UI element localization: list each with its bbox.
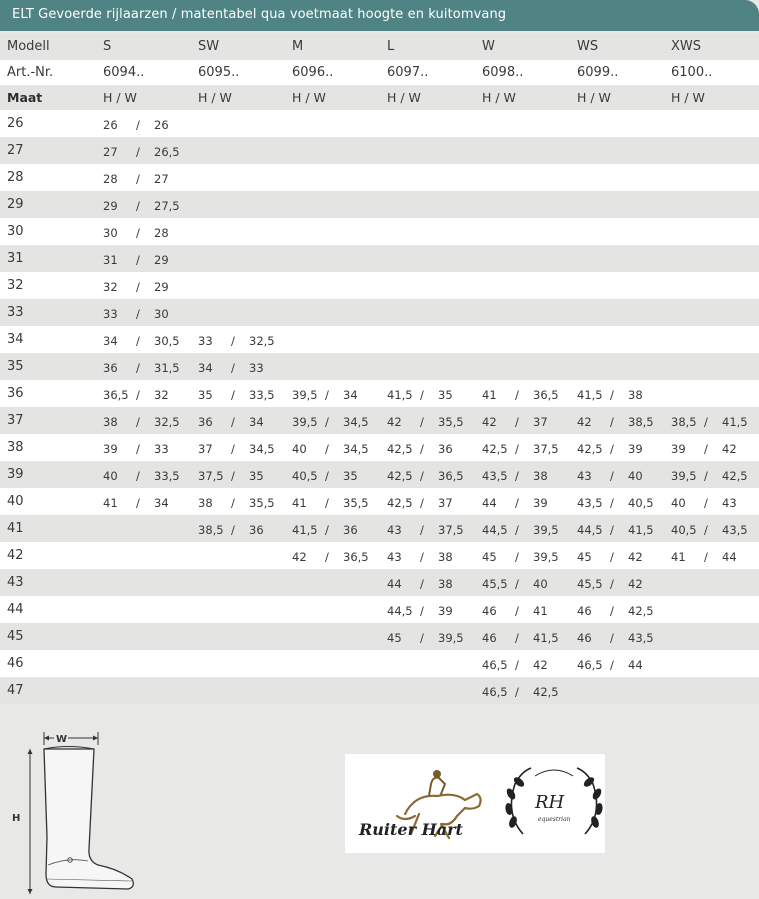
separator: /: [610, 577, 614, 591]
width-value: 32: [154, 388, 169, 402]
width-value: 34,5: [343, 415, 369, 429]
width-value: 39: [438, 604, 453, 618]
artnr-label: Art.-Nr.: [7, 65, 54, 80]
width-value: 42: [722, 442, 737, 456]
separator: /: [136, 307, 140, 321]
separator: /: [420, 631, 424, 645]
maat-value: 32: [7, 278, 24, 293]
separator: /: [515, 685, 519, 699]
height-value: 41: [103, 496, 118, 510]
width-value: 29: [154, 280, 169, 294]
hw-label: H / W: [387, 90, 421, 105]
separator: /: [420, 550, 424, 564]
height-value: 46,5: [482, 685, 508, 699]
separator: /: [420, 442, 424, 456]
separator: /: [420, 469, 424, 483]
separator: /: [515, 469, 519, 483]
height-value: 44: [387, 577, 402, 591]
height-value: 42,5: [577, 442, 603, 456]
width-value: 35: [438, 388, 453, 402]
width-value: 43,5: [628, 631, 654, 645]
width-value: 26,5: [154, 145, 180, 159]
width-value: 44: [722, 550, 737, 564]
header-row-maat: [0, 85, 759, 110]
maat-value: 28: [7, 170, 24, 185]
height-value: 45,5: [482, 577, 508, 591]
separator: /: [515, 631, 519, 645]
width-value: 33,5: [249, 388, 275, 402]
height-value: 36,5: [103, 388, 129, 402]
width-value: 33: [249, 361, 264, 375]
width-value: 36,5: [438, 469, 464, 483]
height-value: 40,5: [671, 523, 697, 537]
hw-label: H / W: [671, 90, 705, 105]
separator: /: [136, 145, 140, 159]
hw-label: H / W: [292, 90, 326, 105]
separator: /: [610, 658, 614, 672]
height-value: 40: [103, 469, 118, 483]
model-name: XWS: [671, 39, 702, 54]
art-number: 6098..: [482, 65, 524, 80]
seal-monogram: RH: [535, 792, 565, 813]
width-value: 40,5: [628, 496, 654, 510]
separator: /: [704, 550, 708, 564]
height-value: 41: [671, 550, 686, 564]
maat-label: Maat: [7, 90, 43, 105]
maat-value: 34: [7, 332, 24, 347]
size-table: [0, 34, 759, 704]
width-value: 38: [438, 550, 453, 564]
separator: /: [136, 280, 140, 294]
width-value: 26: [154, 118, 169, 132]
width-value: 42,5: [628, 604, 654, 618]
height-value: 42,5: [387, 469, 413, 483]
width-value: 38,5: [628, 415, 654, 429]
height-value: 38: [103, 415, 118, 429]
width-value: 42,5: [722, 469, 748, 483]
brand-wordmark: Ruiter Hart: [359, 820, 463, 839]
separator: /: [136, 388, 140, 402]
separator: /: [231, 334, 235, 348]
height-value: 39,5: [292, 415, 318, 429]
height-value: 40: [292, 442, 307, 456]
width-value: 43: [722, 496, 737, 510]
height-value: 31: [103, 253, 118, 267]
separator: /: [231, 388, 235, 402]
height-value: 46: [577, 604, 592, 618]
size-row-46: [0, 650, 759, 677]
height-value: 39: [103, 442, 118, 456]
height-value: 26: [103, 118, 118, 132]
width-value: 37: [438, 496, 453, 510]
art-number: 6096..: [292, 65, 334, 80]
height-value: 43,5: [577, 496, 603, 510]
brand-logo: [345, 754, 605, 853]
height-value: 27: [103, 145, 118, 159]
width-value: 35,5: [249, 496, 275, 510]
size-row-29: [0, 191, 759, 218]
width-value: 39,5: [438, 631, 464, 645]
width-value: 32,5: [249, 334, 275, 348]
art-number: 6099..: [577, 65, 619, 80]
height-value: 38: [198, 496, 213, 510]
width-value: 35: [249, 469, 264, 483]
height-value: 46: [482, 631, 497, 645]
h-label: H: [12, 813, 21, 824]
seal-subtitle: equestrian: [538, 816, 571, 823]
separator: /: [136, 253, 140, 267]
width-value: 40: [533, 577, 548, 591]
height-value: 35: [198, 388, 213, 402]
width-value: 33,5: [154, 469, 180, 483]
separator: /: [420, 496, 424, 510]
width-value: 41,5: [533, 631, 559, 645]
art-number: 6100..: [671, 65, 713, 80]
height-value: 38,5: [671, 415, 697, 429]
separator: /: [136, 361, 140, 375]
size-row-47: [0, 677, 759, 704]
separator: /: [515, 415, 519, 429]
size-row-36: [0, 380, 759, 407]
width-value: 27: [154, 172, 169, 186]
model-name: SW: [198, 39, 220, 54]
maat-value: 40: [7, 494, 24, 509]
width-value: 41: [533, 604, 548, 618]
w-label: W: [56, 734, 68, 745]
width-value: 39,5: [533, 550, 559, 564]
size-row-26: [0, 110, 759, 137]
maat-value: 39: [7, 467, 24, 482]
height-value: 34: [103, 334, 118, 348]
width-value: 33: [154, 442, 169, 456]
height-value: 44,5: [577, 523, 603, 537]
width-value: 42: [533, 658, 548, 672]
size-row-40: [0, 488, 759, 515]
separator: /: [515, 523, 519, 537]
size-row-31: [0, 245, 759, 272]
size-row-27: [0, 137, 759, 164]
maat-value: 43: [7, 575, 24, 590]
model-name: WS: [577, 39, 599, 54]
separator: /: [610, 388, 614, 402]
height-value: 36: [198, 415, 213, 429]
separator: /: [610, 604, 614, 618]
separator: /: [325, 550, 329, 564]
width-value: 27,5: [154, 199, 180, 213]
model-name: W: [482, 39, 495, 54]
width-value: 29: [154, 253, 169, 267]
maat-value: 42: [7, 548, 24, 563]
height-value: 43: [387, 550, 402, 564]
maat-value: 29: [7, 197, 24, 212]
height-value: 44: [482, 496, 497, 510]
separator: /: [136, 496, 140, 510]
separator: /: [704, 523, 708, 537]
width-value: 42,5: [533, 685, 559, 699]
width-value: 35,5: [343, 496, 369, 510]
separator: /: [515, 577, 519, 591]
height-value: 37: [198, 442, 213, 456]
hw-label: H / W: [103, 90, 137, 105]
separator: /: [704, 469, 708, 483]
width-value: 36,5: [343, 550, 369, 564]
maat-value: 37: [7, 413, 24, 428]
header-row-artnr: [0, 60, 759, 85]
height-value: 29: [103, 199, 118, 213]
separator: /: [231, 415, 235, 429]
height-value: 39,5: [671, 469, 697, 483]
maat-value: 35: [7, 359, 24, 374]
separator: /: [231, 496, 235, 510]
width-value: 43,5: [722, 523, 748, 537]
art-number: 6094..: [103, 65, 145, 80]
separator: /: [515, 496, 519, 510]
size-row-37: [0, 407, 759, 434]
width-value: 41,5: [628, 523, 654, 537]
height-value: 45: [482, 550, 497, 564]
separator: /: [420, 577, 424, 591]
maat-value: 27: [7, 143, 24, 158]
maat-value: 31: [7, 251, 24, 266]
modell-label: Modell: [7, 39, 50, 54]
title-bar: [0, 0, 759, 31]
height-value: 46,5: [577, 658, 603, 672]
height-value: 42: [292, 550, 307, 564]
height-value: 41: [482, 388, 497, 402]
width-value: 38: [438, 577, 453, 591]
separator: /: [325, 415, 329, 429]
maat-value: 45: [7, 629, 24, 644]
height-value: 32: [103, 280, 118, 294]
height-value: 42: [577, 415, 592, 429]
height-value: 38,5: [198, 523, 224, 537]
separator: /: [515, 442, 519, 456]
separator: /: [420, 523, 424, 537]
model-name: L: [387, 39, 395, 54]
width-value: 37,5: [533, 442, 559, 456]
separator: /: [610, 631, 614, 645]
width-value: 34: [249, 415, 264, 429]
width-value: 42: [628, 577, 643, 591]
separator: /: [704, 496, 708, 510]
width-value: 38: [533, 469, 548, 483]
size-row-33: [0, 299, 759, 326]
height-value: 41,5: [292, 523, 318, 537]
height-value: 46,5: [482, 658, 508, 672]
width-value: 34,5: [249, 442, 275, 456]
separator: /: [136, 469, 140, 483]
separator: /: [515, 604, 519, 618]
width-value: 35: [343, 469, 358, 483]
header-row-modell: [0, 34, 759, 60]
separator: /: [136, 415, 140, 429]
width-value: 38: [628, 388, 643, 402]
height-value: 45: [577, 550, 592, 564]
art-number: 6095..: [198, 65, 240, 80]
width-value: 37: [533, 415, 548, 429]
width-value: 36: [438, 442, 453, 456]
size-row-43: [0, 569, 759, 596]
height-value: 30: [103, 226, 118, 240]
separator: /: [231, 523, 235, 537]
hw-label: H / W: [198, 90, 232, 105]
height-value: 44,5: [387, 604, 413, 618]
height-value: 28: [103, 172, 118, 186]
height-value: 40: [671, 496, 686, 510]
separator: /: [136, 334, 140, 348]
width-value: 44: [628, 658, 643, 672]
height-value: 42,5: [387, 442, 413, 456]
size-row-44: [0, 596, 759, 623]
width-value: 34: [154, 496, 169, 510]
separator: /: [515, 658, 519, 672]
hw-label: H / W: [577, 90, 611, 105]
width-value: 34: [343, 388, 358, 402]
width-value: 30,5: [154, 334, 180, 348]
separator: /: [325, 442, 329, 456]
width-value: 28: [154, 226, 169, 240]
boot-measurement-icon: [8, 729, 148, 899]
separator: /: [704, 415, 708, 429]
width-value: 37,5: [438, 523, 464, 537]
model-name: M: [292, 39, 304, 54]
height-value: 45: [387, 631, 402, 645]
separator: /: [704, 442, 708, 456]
separator: /: [420, 415, 424, 429]
height-value: 43: [387, 523, 402, 537]
width-value: 36,5: [533, 388, 559, 402]
hw-label: H / W: [482, 90, 516, 105]
height-value: 44,5: [482, 523, 508, 537]
model-name: S: [103, 39, 112, 54]
size-row-38: [0, 434, 759, 461]
width-value: 41,5: [722, 415, 748, 429]
separator: /: [231, 361, 235, 375]
width-value: 39,5: [533, 523, 559, 537]
separator: /: [231, 469, 235, 483]
size-row-42: [0, 542, 759, 569]
size-row-41: [0, 515, 759, 542]
separator: /: [231, 442, 235, 456]
width-value: 35,5: [438, 415, 464, 429]
separator: /: [610, 442, 614, 456]
separator: /: [325, 496, 329, 510]
separator: /: [420, 604, 424, 618]
separator: /: [136, 172, 140, 186]
separator: /: [325, 469, 329, 483]
height-value: 39: [671, 442, 686, 456]
height-value: 33: [103, 307, 118, 321]
height-value: 41: [292, 496, 307, 510]
size-row-45: [0, 623, 759, 650]
separator: /: [136, 199, 140, 213]
height-value: 42: [387, 415, 402, 429]
width-value: 34,5: [343, 442, 369, 456]
width-value: 36: [249, 523, 264, 537]
width-value: 31,5: [154, 361, 180, 375]
width-value: 30: [154, 307, 169, 321]
size-row-35: [0, 353, 759, 380]
size-row-28: [0, 164, 759, 191]
maat-value: 26: [7, 116, 24, 131]
separator: /: [515, 388, 519, 402]
separator: /: [515, 550, 519, 564]
width-value: 39: [533, 496, 548, 510]
art-number: 6097..: [387, 65, 429, 80]
separator: /: [136, 118, 140, 132]
height-value: 46: [577, 631, 592, 645]
height-value: 34: [198, 361, 213, 375]
separator: /: [325, 523, 329, 537]
width-value: 40: [628, 469, 643, 483]
separator: /: [325, 388, 329, 402]
page-title: ELT Gevoerde rijlaarzen / matentabel qua voetmaat hoogte en kuitomvang: [12, 7, 507, 22]
width-value: 39: [628, 442, 643, 456]
height-value: 45,5: [577, 577, 603, 591]
height-value: 40,5: [292, 469, 318, 483]
size-row-34: [0, 326, 759, 353]
height-value: 37,5: [198, 469, 224, 483]
separator: /: [610, 496, 614, 510]
separator: /: [610, 523, 614, 537]
width-value: 32,5: [154, 415, 180, 429]
height-value: 42,5: [387, 496, 413, 510]
width-value: 36: [343, 523, 358, 537]
width-value: 42: [628, 550, 643, 564]
height-value: 42: [482, 415, 497, 429]
separator: /: [610, 550, 614, 564]
maat-value: 38: [7, 440, 24, 455]
maat-value: 30: [7, 224, 24, 239]
height-value: 43: [577, 469, 592, 483]
separator: /: [420, 388, 424, 402]
separator: /: [136, 226, 140, 240]
height-value: 46: [482, 604, 497, 618]
height-value: 43,5: [482, 469, 508, 483]
size-row-30: [0, 218, 759, 245]
maat-value: 33: [7, 305, 24, 320]
maat-value: 44: [7, 602, 24, 617]
maat-value: 36: [7, 386, 24, 401]
size-row-39: [0, 461, 759, 488]
separator: /: [610, 469, 614, 483]
maat-value: 41: [7, 521, 24, 536]
separator: /: [136, 442, 140, 456]
height-value: 42,5: [482, 442, 508, 456]
height-value: 36: [103, 361, 118, 375]
separator: /: [610, 415, 614, 429]
height-value: 39,5: [292, 388, 318, 402]
height-value: 33: [198, 334, 213, 348]
footer: [0, 707, 759, 897]
height-value: 41,5: [577, 388, 603, 402]
size-row-32: [0, 272, 759, 299]
height-value: 41,5: [387, 388, 413, 402]
maat-value: 46: [7, 656, 24, 671]
maat-value: 47: [7, 683, 24, 698]
